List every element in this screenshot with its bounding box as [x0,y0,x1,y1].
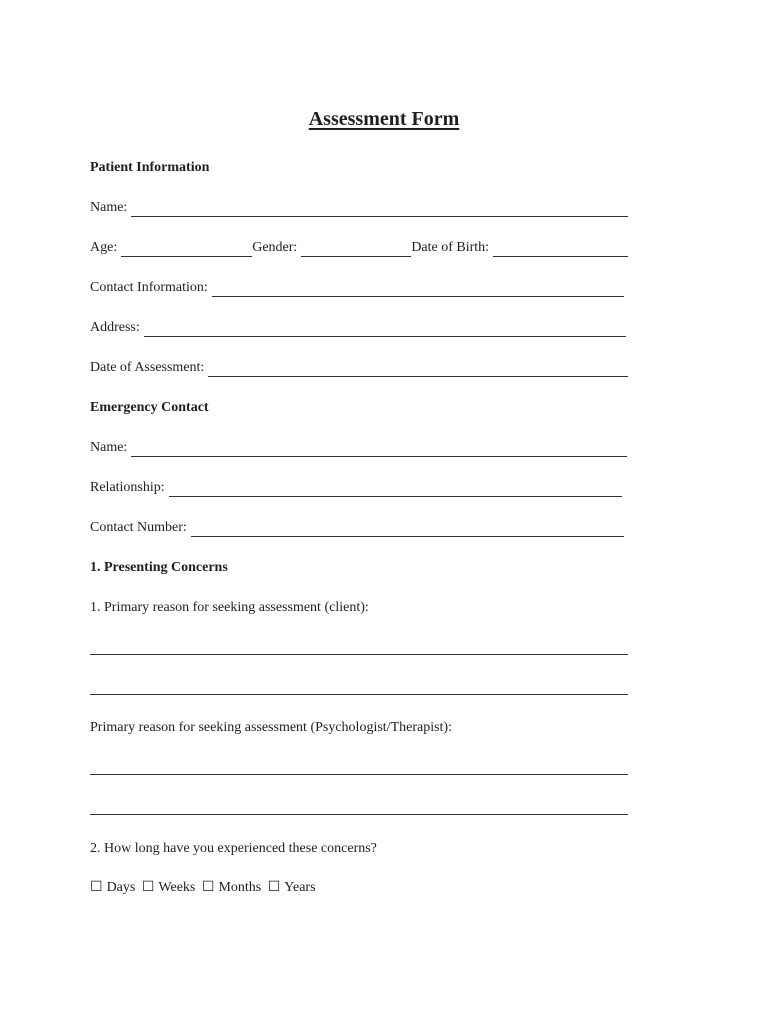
q2-duration-question: 2. How long have you experienced these concerns? [90,841,377,856]
patient-name-label: Name: [90,200,128,215]
dob-label: Date of Birth: [411,240,490,255]
relationship-field [90,479,622,497]
patient-information-heading: Patient Information [90,160,210,175]
duration-option-days[interactable] [90,880,135,895]
duration-option-label: Months [218,880,262,895]
patient-name-input[interactable] [131,202,628,217]
form-title: Assessment Form [308,108,460,130]
date-of-assessment-label: Date of Assessment: [90,360,205,375]
contact-information-field [90,279,624,297]
checkbox-icon[interactable]: ☐ [90,880,103,895]
duration-option-years[interactable] [268,880,316,895]
relationship-input[interactable] [169,482,622,497]
patient-name-field [90,199,628,217]
age-label: Age: [90,240,118,255]
emergency-name-field [90,439,627,457]
q1-therapist-answer-line-1[interactable] [90,774,628,775]
contact-number-label: Contact Number: [90,520,187,535]
duration-option-label: Weeks [158,880,196,895]
q1-therapist-answer-line-2[interactable] [90,814,628,815]
age-gender-dob-row [90,239,628,257]
address-field [90,319,626,337]
q1-client-answer-line-2[interactable] [90,694,628,695]
q1-therapist-question: Primary reason for seeking assessment (Psychologist/Therapist): [90,720,452,735]
contact-information-label: Contact Information: [90,280,208,295]
checkbox-icon[interactable]: ☐ [141,880,155,895]
contact-number-input[interactable] [191,522,624,537]
date-of-assessment-input[interactable] [208,362,628,377]
duration-options [90,879,319,897]
duration-option-label: Days [106,880,136,895]
address-input[interactable] [144,322,626,337]
duration-option-label: Years [284,880,316,895]
relationship-label: Relationship: [90,480,165,495]
checkbox-icon[interactable]: ☐ [267,880,281,895]
duration-option-weeks[interactable] [142,880,196,895]
dob-input[interactable] [493,242,628,257]
address-label: Address: [90,320,140,335]
emergency-name-input[interactable] [131,442,627,457]
presenting-concerns-heading: 1. Presenting Concerns [90,560,228,575]
duration-option-months[interactable] [202,880,261,895]
emergency-name-label: Name: [90,440,128,455]
gender-label: Gender: [252,240,298,255]
contact-information-input[interactable] [212,282,624,297]
checkbox-icon[interactable]: ☐ [201,880,215,895]
gender-input[interactable] [301,242,411,257]
date-of-assessment-field [90,359,628,377]
q1-client-question: 1. Primary reason for seeking assessment (client): [90,600,369,615]
emergency-contact-heading: Emergency Contact [90,400,209,415]
contact-number-field [90,519,624,537]
age-input[interactable] [121,242,252,257]
q1-client-answer-line-1[interactable] [90,654,628,655]
